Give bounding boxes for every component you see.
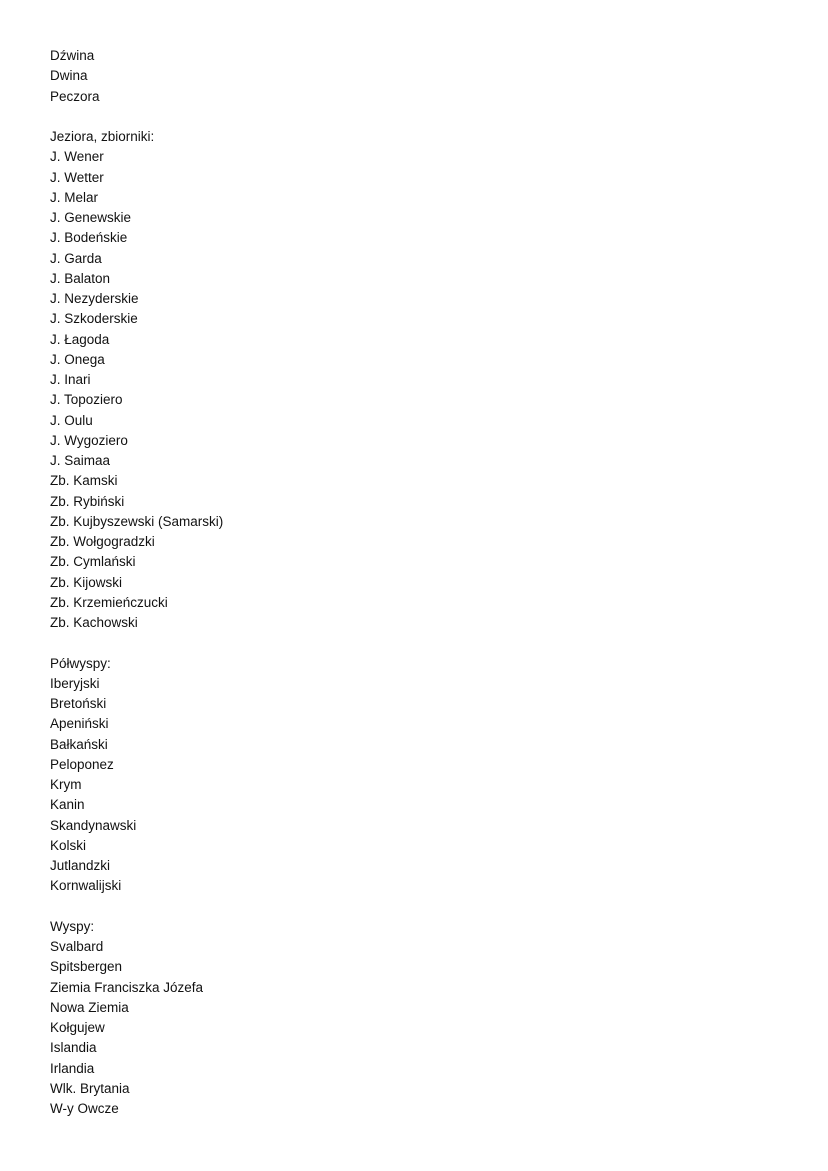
list-item: J. Bodeńskie [50, 230, 128, 246]
islands-list [50, 937, 790, 1119]
list-item: Dwina [50, 68, 88, 84]
list-item: Peloponez [50, 756, 114, 772]
list-item: Ziemia Franciszka Józefa [50, 979, 204, 995]
list-item: J. Garda [50, 250, 102, 266]
list-item: Islandia [50, 1040, 97, 1056]
list-item: Jutlandzki [50, 858, 111, 873]
list-item: Krym [50, 777, 82, 792]
list-item: J. Saimaa [50, 453, 111, 468]
rivers-section [50, 46, 790, 107]
list-item: Wlk. Brytania [50, 1080, 130, 1096]
list-item: Zb. Krzemieńczucki [50, 594, 168, 610]
list-item: Zb. Rybiński [50, 493, 125, 509]
list-item: J. Melar [50, 189, 99, 205]
list-item: Zb. Cymlański [50, 554, 136, 570]
lakes-section [50, 127, 790, 633]
list-item: Kornwalijski [50, 878, 122, 894]
list-item: Zb. Wołgogradzki [50, 534, 155, 549]
peninsulas-section [50, 654, 790, 897]
list-item: Dźwina [50, 48, 95, 63]
list-item: Bałkański [50, 736, 108, 752]
list-item: Peczora [50, 88, 100, 104]
list-item: J. Łagoda [50, 331, 110, 347]
list-item: J. Inari [50, 372, 91, 387]
peninsulas-list [50, 674, 790, 897]
list-item: J. Onega [50, 351, 105, 367]
list-item: Kanin [50, 797, 85, 813]
list-item: Kolski [50, 837, 87, 853]
list-item: Nowa Ziemia [50, 999, 129, 1015]
list-item: J. Wygoziero [50, 432, 128, 448]
list-item: Skandynawski [50, 817, 137, 833]
list-item: J. Genewskie [50, 210, 132, 225]
list-item: Spitsbergen [50, 959, 123, 975]
list-item: J. Wener [50, 149, 104, 165]
list-item: Zb. Kijowski [50, 574, 123, 590]
list-item: Zb. Kujbyszewski (Samarski) [50, 513, 224, 529]
islands-heading: Wyspy: [50, 918, 95, 934]
list-item: J. Szkoderskie [50, 311, 138, 327]
islands-section [50, 917, 790, 1120]
list-item: Apeniński [50, 716, 109, 732]
list-item: Irlandia [50, 1060, 95, 1076]
lakes-heading: Jeziora, zbiorniki: [50, 129, 155, 144]
list-item: J. Topoziero [50, 392, 123, 408]
document-page [50, 46, 790, 1119]
list-item: W-y Owcze [50, 1101, 119, 1116]
list-item: J. Oulu [50, 412, 93, 428]
list-item: J. Balaton [50, 270, 111, 286]
list-item: Bretoński [50, 696, 107, 711]
peninsulas-heading: Półwyspy: [50, 655, 111, 671]
list-item: Zb. Kachowski [50, 615, 138, 630]
list-item: Iberyjski [50, 675, 100, 691]
list-item: Kołgujew [50, 1020, 105, 1035]
rivers-list [50, 46, 790, 107]
list-item: J. Nezyderskie [50, 291, 139, 306]
list-item: Svalbard [50, 939, 104, 954]
list-item: J. Wetter [50, 169, 104, 185]
lakes-list [50, 147, 790, 633]
list-item: Zb. Kamski [50, 473, 118, 489]
